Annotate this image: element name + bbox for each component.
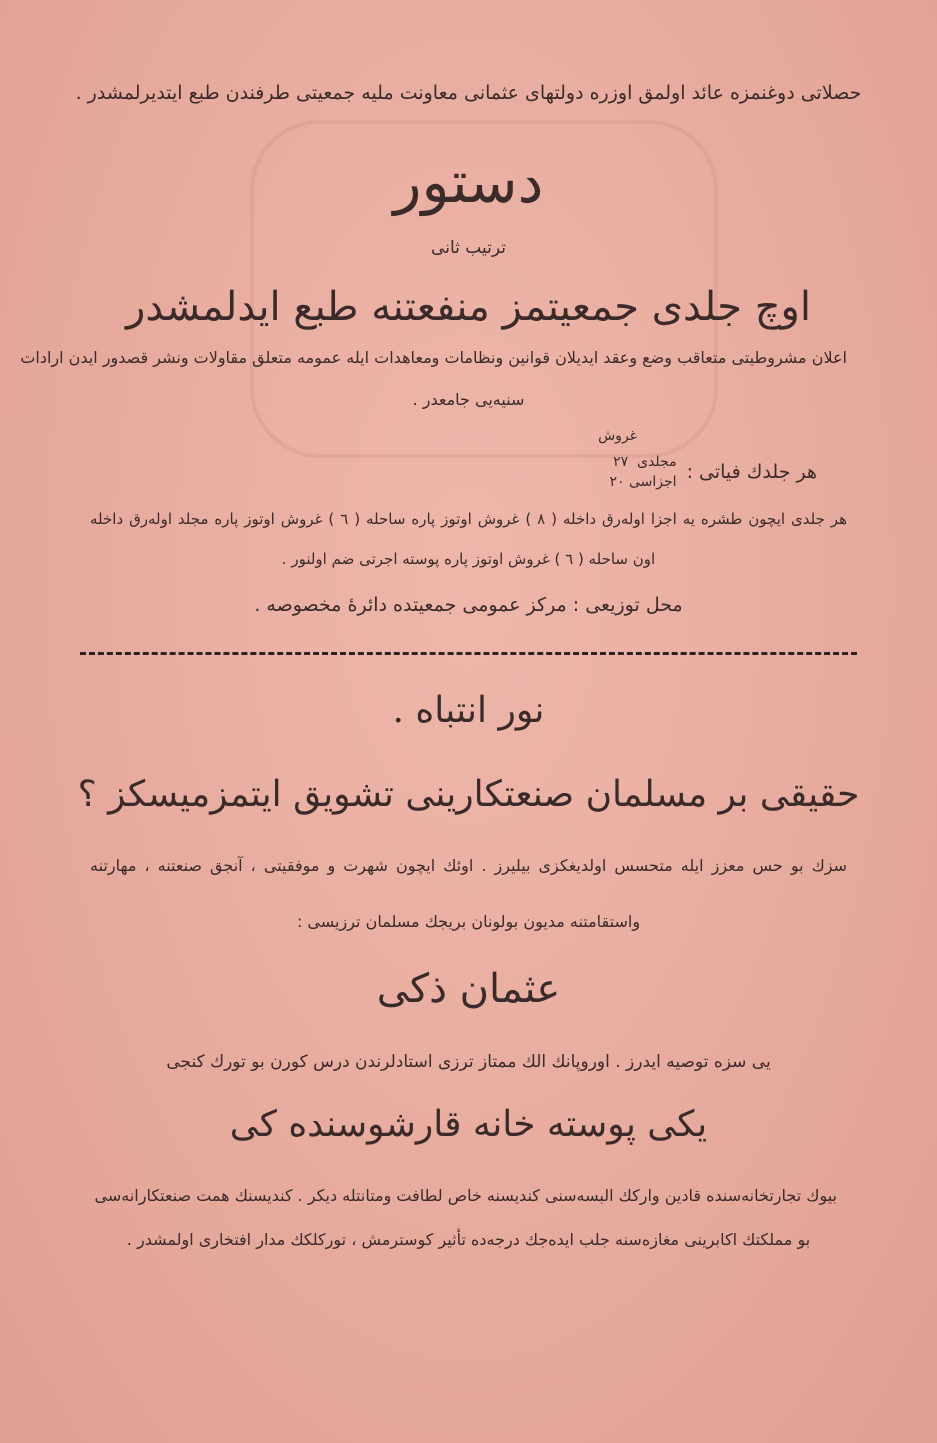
parts-price: ٢٠ bbox=[609, 474, 625, 490]
advert-body-line-1: سزك بو حس معزز ایله متحسس اولدیغکزی بیلیرز . اوئك ایچون شهرت و موفقیتی ، آنجق صنعتنه ، مهارتنه bbox=[90, 856, 847, 875]
advert-closing-line-2: بو مملکتك اکابرینی مغازه‌سنه جلب ایده‌جك درجه‌ده تأثیر کوسترمش ، تورکلکك مدار افتخاری اولمشدر . bbox=[126, 1230, 811, 1249]
price-values bbox=[610, 452, 677, 492]
distribution-line: محل توزیعی : مرکز عمومی جمعیتده دائرهٔ مخصوصه . bbox=[254, 594, 683, 616]
description-line-2: سنیه‌یی جامعدر . bbox=[412, 390, 525, 409]
currency-label: غروش bbox=[598, 428, 637, 444]
parts-label: اجزاسی bbox=[629, 474, 677, 490]
bound-label: مجلدی bbox=[637, 454, 677, 470]
magazine-title: دستور bbox=[393, 148, 544, 216]
attention-heading: نور انتباه . bbox=[392, 690, 545, 731]
question-heading: حقیقی بر مسلمان صنعتکارینی تشویق ایتمزمیسکز ؟ bbox=[77, 774, 860, 815]
dashed-divider bbox=[80, 652, 857, 655]
binding-line-2: اون ساحله ( ٦ ) غروش اوتوز پاره پوسته اجرتی ضم اولنور . bbox=[281, 550, 656, 568]
publisher-notice: حصلاتی دوغنمزه عائد اولمق اوزره دولتهای عثمانی معاونت ملیه جمعیتی طرفندن طبع ایتدیرلمشدر . bbox=[75, 82, 862, 104]
advert-body-line-2: واستقامتنه مدیون بولونان بریجك مسلمان ترزیسی : bbox=[296, 912, 641, 931]
edition-label: ترتیب ثانی bbox=[431, 238, 506, 258]
volumes-heading: اوچ جلدی جمعیتمز منفعتنه طبع ایدلمشدر bbox=[126, 284, 811, 330]
price-label: هر جلدك فیاتی : bbox=[686, 461, 817, 483]
advert-closing-line-1: بیوك تجارتخانه‌سنده قادین وارکك البسه‌سنی کندیسنه خاص لطافت ومتانتله دیکر . کندیسنك همت صنعتکارانه‌سی bbox=[94, 1186, 837, 1205]
price-block bbox=[397, 452, 817, 492]
binding-line-1: هر جلدی ایچون طشره یه اجزا اوله‌رق داخله ( ٨ ) غروش اوتوز پاره ساحله ( ٦ ) غروش اوتوز پاره مجلد اوله‌رق داخله bbox=[90, 510, 847, 528]
tailor-name: عثمان ذکی bbox=[376, 966, 561, 1012]
bound-price: ٢٧ bbox=[613, 454, 629, 470]
recommendation-line: یی سزه توصیه ایدرز . اوروپانك الك ممتاز ترزی استادلرندن درس کورن بو تورك کنجی bbox=[166, 1052, 771, 1072]
description-line-1: اعلان مشروطیتی متعاقب وضع وعقد ایدیلان قوانین ونظامات ومعاهدات ایله عمومه متعلق مقاولات ونشر قصدور ایدن ارادات bbox=[20, 348, 847, 367]
shop-location-heading: یکی پوسته خانه قارشوسنده کی bbox=[229, 1104, 708, 1145]
